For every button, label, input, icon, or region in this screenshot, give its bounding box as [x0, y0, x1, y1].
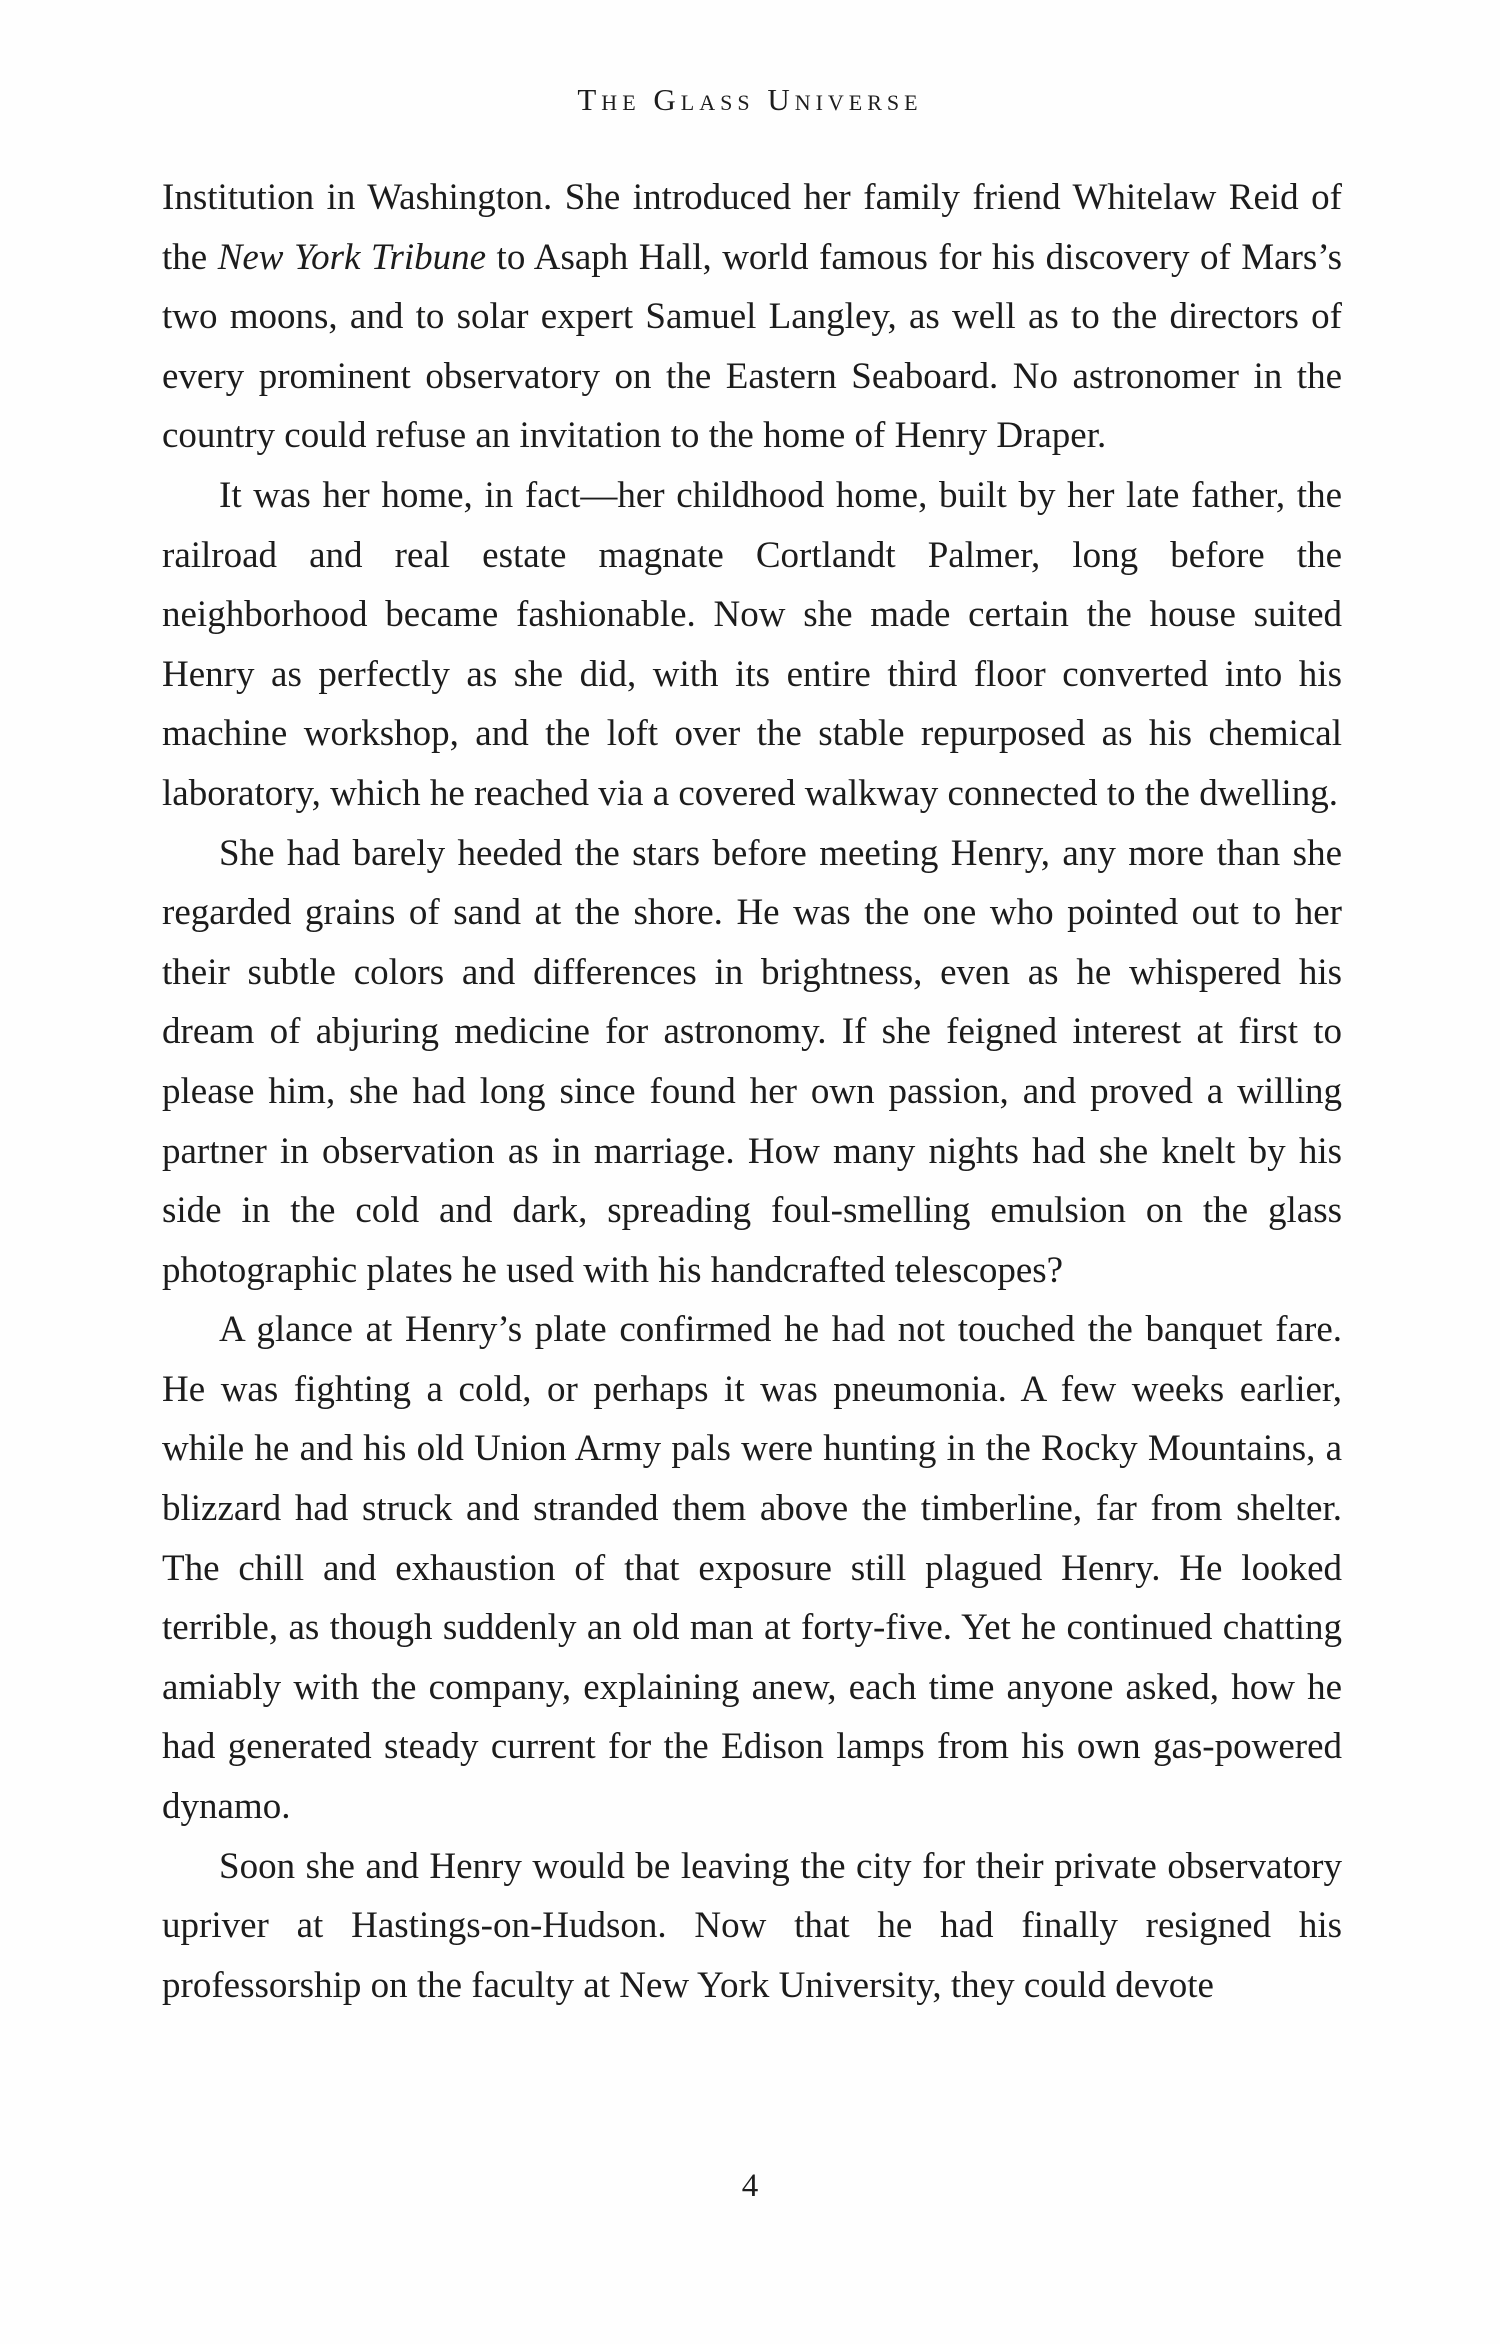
paragraph-2: It was her home, in fact—her childhood home, built by her late father, the railroad and real estate magnate Cortlandt Palmer, long before the neighborhood became fashionable. Now she made certain the house suited Henry as perfectly as she did, with its entire third floor converted into his machine workshop, and the loft over the stable repurposed as his chemical laboratory, which he reached via a covered walkway connected to the dwelling. [162, 474, 1342, 814]
running-head: The Glass Universe [577, 82, 923, 117]
paragraph-3: She had barely heeded the stars before meeting Henry, any more than she regarded grains of sand at the shore. He was the one who pointed out to her their subtle colors and differences in brightness, even as he whispered his dream of abjuring medicine for astronomy. If she feigned interest at first to please him, she had long since found her own passion, and proved a willing partner in observation as in marriage. How many nights had she knelt by his side in the cold and dark, spreading foul-smelling emulsion on the glass photographic plates he used with his handcrafted telescopes? [162, 832, 1342, 1291]
newspaper-title: New York Tribune [217, 236, 487, 278]
paragraph-4: A glance at Henry’s plate confirmed he had not touched the banquet fare. He was fighting a cold, or perhaps it was pneumonia. A few weeks earlier, while he and his old Union Army pals were hunting in the Rocky Mountains, a blizzard had struck and stranded them above the timberline, far from shelter. The chill and exhaustion of that exposure still plagued Henry. He looked terrible, as though suddenly an old man at forty-five. Yet he continued chatting amiably with the company, explaining anew, each time anyone asked, how he had generated steady current for the Edison lamps from his own gas-powered dynamo. [162, 1309, 1342, 1828]
body-text [162, 168, 1342, 2015]
paragraph-1 [162, 168, 1342, 466]
paragraph-5: Soon she and Henry would be leaving the city for their private observatory upriver at Hastings-on-Hudson. Now that he had finally resigned his professorship on the faculty at New York University, they could devote [162, 1845, 1342, 2006]
page-number: 4 [741, 2168, 759, 2204]
paragraph-1-text-end: to Asaph Hall, world famous for his discovery of Mars’s two moons, and to solar expert Samuel Langley, as well as to the directors of every prominent observatory on the Eastern Seaboard. No astronomer in the country could refuse an invitation to the home of Henry Draper. [162, 236, 1343, 457]
paragraph-1-text-start: Institution in Washington. She introduced her family friend Whitelaw Reid of the [162, 177, 1342, 278]
